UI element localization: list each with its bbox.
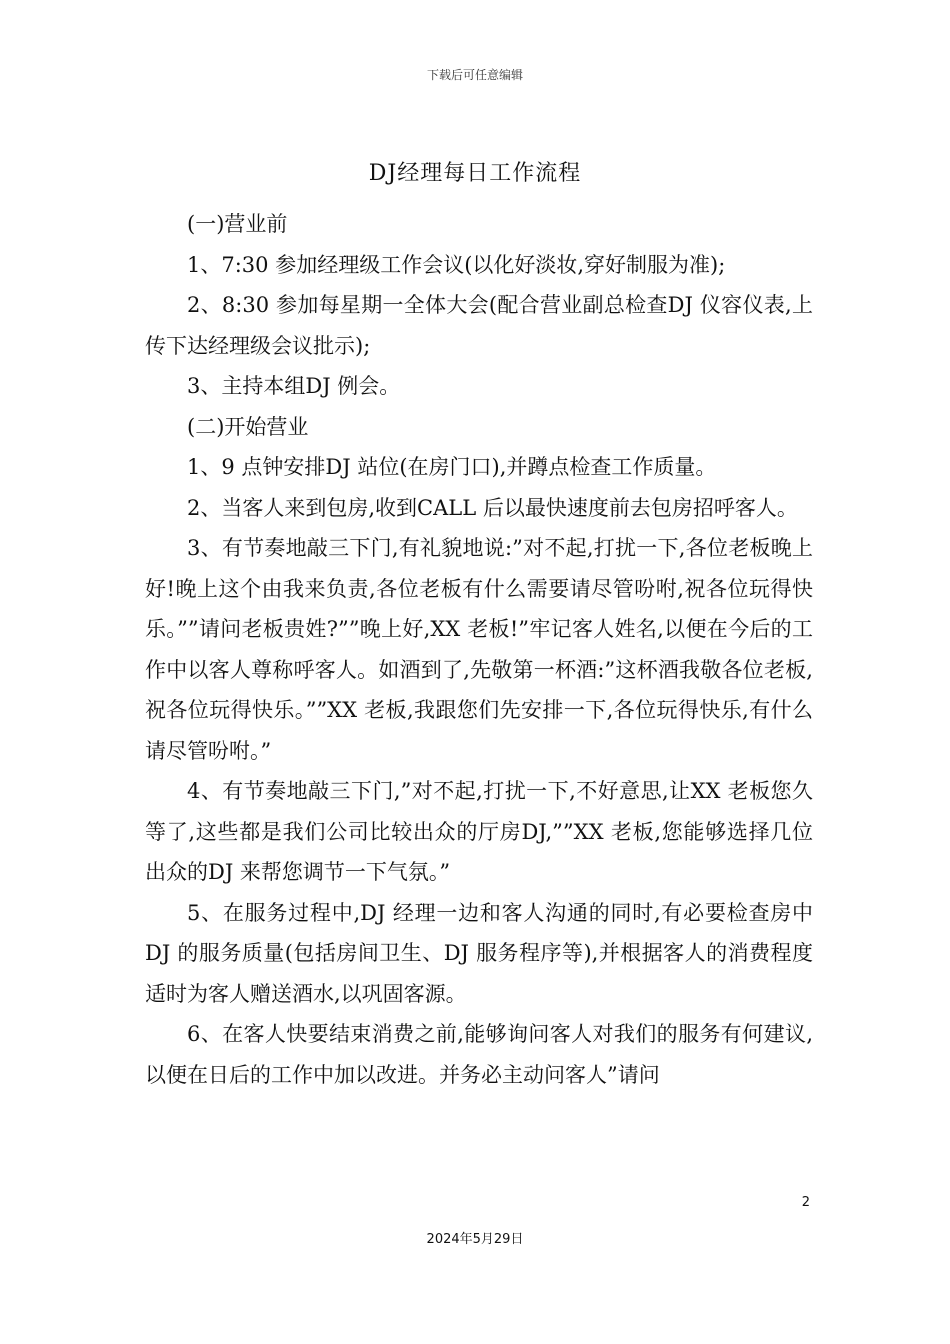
section-heading-start-business: (二)开始营业	[187, 414, 309, 439]
paragraph-greet-guests: 2、当客人来到包房,收到CALL 后以最快速度前去包房招呼客人。	[187, 495, 798, 520]
paragraph-manager-meeting: 1、7:30 参加经理级工作会议(以化好淡妆,穿好制服为准);	[187, 252, 726, 277]
document-title: DJ经理每日工作流程	[368, 161, 582, 186]
paragraph-knock-and-greet: 3、有节奏地敲三下门,有礼貌地说:”对不起,打扰一下,各位老板晚上好!晚上这个由我来负责,各位老板有什么需要请尽管吩咐,祝各位玩得快乐。””请问老板贵姓?””晚上好,XX 老板!”牢记客人姓名,以便在今后的工作中以客人尊称呼客人。如酒到了,先敬第一杯酒:”这杯酒我敬各位老板,祝各位玩得快乐。””XX 老板,我跟您们先安排一下,各位玩得快乐,有什么请尽管吩咐。”	[145, 536, 813, 763]
section-heading-before-business: (一)营业前	[187, 212, 288, 236]
page-number: 2	[801, 1195, 810, 1210]
paragraph-dj-positions: 1、9 点钟安排DJ 站位(在房门口),并蹲点检查工作质量。	[187, 455, 717, 479]
footer-date: 2024年5月29日	[426, 1232, 524, 1247]
paragraph-dj-team-meeting: 3、主持本组DJ 例会。	[187, 374, 401, 398]
paragraph-introduce-djs: 4、有节奏地敲三下门,”对不起,打扰一下,不好意思,让XX 老板您久等了,这些都是我们公司比较出众的厅房DJ,””XX 老板,您能够选择几位出众的DJ 来帮您调节一下气氛。”	[145, 779, 813, 884]
paragraph-weekly-assembly: 2、8:30 参加每星期一全体大会(配合营业副总检查DJ 仪容仪表,上传下达经理级会议批示);	[145, 293, 813, 358]
paragraph-service-quality: 5、在服务过程中,DJ 经理一边和客人沟通的同时,有必要检查房中DJ 的服务质量(包括房间卫生、DJ 服务程序等),并根据客人的消费程度适时为客人赠送酒水,以巩固客源。	[145, 900, 813, 1006]
paragraph-feedback: 6、在客人快要结束消费之前,能够询问客人对我们的服务有何建议,以便在日后的工作中加以改进。并务必主动问客人”请问	[145, 1022, 813, 1087]
header-note: 下载后可任意编辑	[426, 68, 523, 82]
document-body	[145, 204, 813, 1095]
